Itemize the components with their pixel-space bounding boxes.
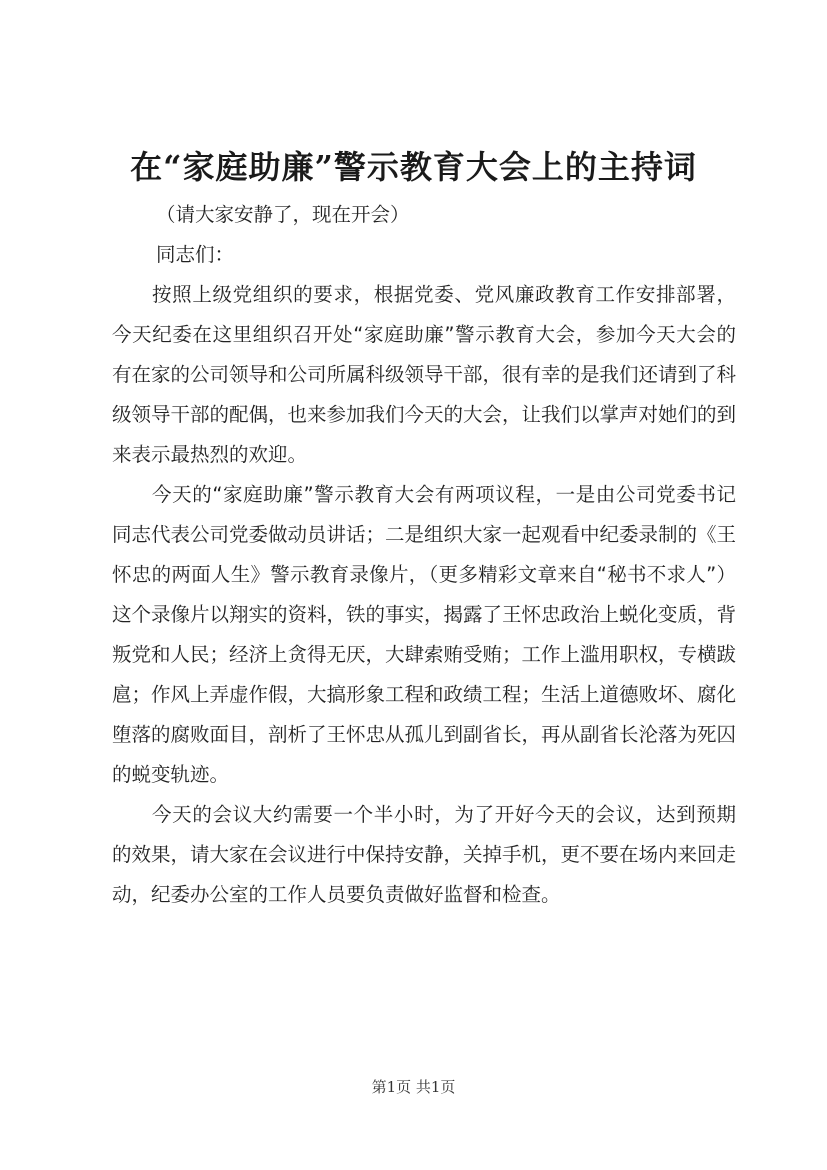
opening-remark: （请大家安静了，现在开会）	[156, 203, 410, 226]
document-body	[112, 195, 736, 915]
paragraph-1: 按照上级党组织的要求，根据党委、党风廉政教育工作安排部署，今天纪委在这里组织召开处“家庭助廉”警示教育大会，参加今天大会的有在家的公司领导和公司所属科级领导干部，很有幸的是我们还请到了科级领导干部的配偶，也来参加我们今天的大会，让我们以掌声对她们的到来表示最热烈的欢迎。	[112, 283, 737, 466]
salutation: 同志们：	[156, 243, 235, 266]
page-number-footer: 第1页 共1页	[371, 1078, 456, 1096]
paragraph-2: 今天的“家庭助廉”警示教育大会有两项议程，一是由公司党委书记同志代表公司党委做动员讲话；二是组织大家一起观看中纪委录制的《王怀忠的两面人生》警示教育录像片，（更多精彩文章来自“秘书不求人”）这个录像片以翔实的资料，铁的事实，揭露了王怀忠政治上蜕化变质，背叛党和人民；经济上贪得无厌，大肆索贿受贿；工作上滥用职权，专横跋扈；作风上弄虚作假，大搞形象工程和政绩工程；生活上道德败坏、腐化堕落的腐败面目，剖析了王怀忠从孤儿到副省长，再从副省长沦落为死囚的蜕变轨迹。	[112, 483, 737, 786]
paragraph-3: 今天的会议大约需要一个半小时，为了开好今天的会议，达到预期的效果，请大家在会议进行中保持安静，关掉手机，更不要在场内来回走动，纪委办公室的工作人员要负责做好监督和检查。	[112, 803, 737, 906]
document-title: 在“家庭助廉”警示教育大会上的主持词	[130, 148, 697, 186]
